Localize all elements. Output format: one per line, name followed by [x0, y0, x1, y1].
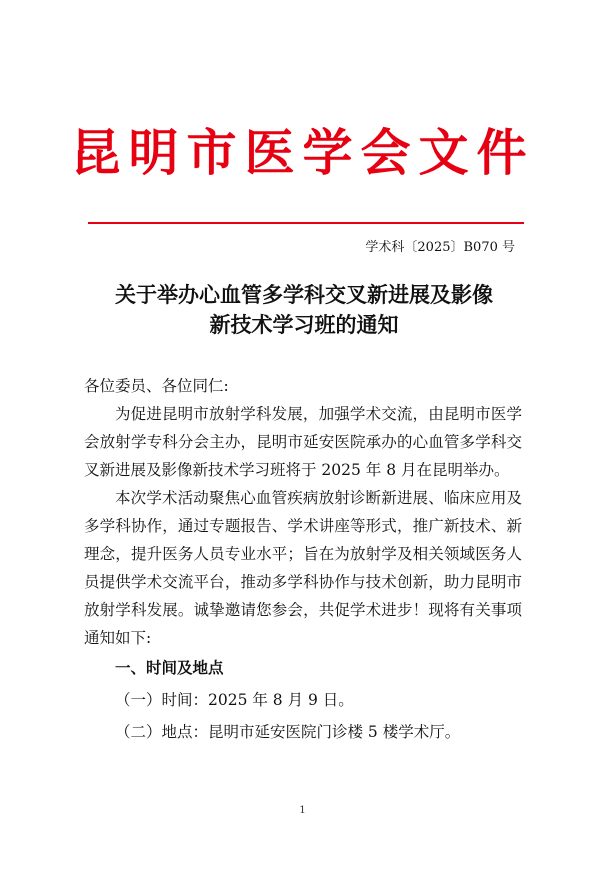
salutation: 各位委员、各位同仁: [84, 377, 229, 395]
document-number: 学术科〔2025〕B070 号 [365, 240, 515, 255]
organization-header-title: 昆明市医学会文件 [70, 123, 535, 182]
body-paragraph-1: 为促进昆明市放射学科发展，加强学术交流，由昆明市医学会放射学专科分会主办，昆明市延安医院承办的心血管多学科交叉新进展及影像新技术学习班将于 2025 年 8 月在昆明举办。 [84, 405, 522, 479]
document-title [84, 280, 524, 340]
section-heading-time-location: 一、时间及地点 [115, 659, 224, 677]
document-body [84, 372, 522, 748]
red-divider-line [88, 222, 524, 224]
body-paragraph-2: 本次学术活动聚焦心血管疾病放射诊断新进展、临床应用及多学科协作，通过专题报告、学术讲座等形式，推广新技术、新理念，提升医务人员专业水平；旨在为放射学及相关领域医务人员提供学术交流平台，推动多学科协作与技术创新，助力昆明市放射学科发展。诚挚邀请您参会，共促学术进步！现将有关事项通知如下: [84, 489, 522, 647]
section-item-location: （二）地点：昆明市延安医院门诊楼 5 楼学术厅。 [115, 723, 461, 741]
document-title-line-2: 新技术学习班的通知 [209, 312, 399, 337]
document-title-line-1: 关于举办心血管多学科交叉新进展及影像 [115, 282, 493, 307]
page-number: 1 [299, 805, 306, 816]
section-item-time: （一）时间：2025 年 8 月 9 日。 [115, 691, 354, 709]
